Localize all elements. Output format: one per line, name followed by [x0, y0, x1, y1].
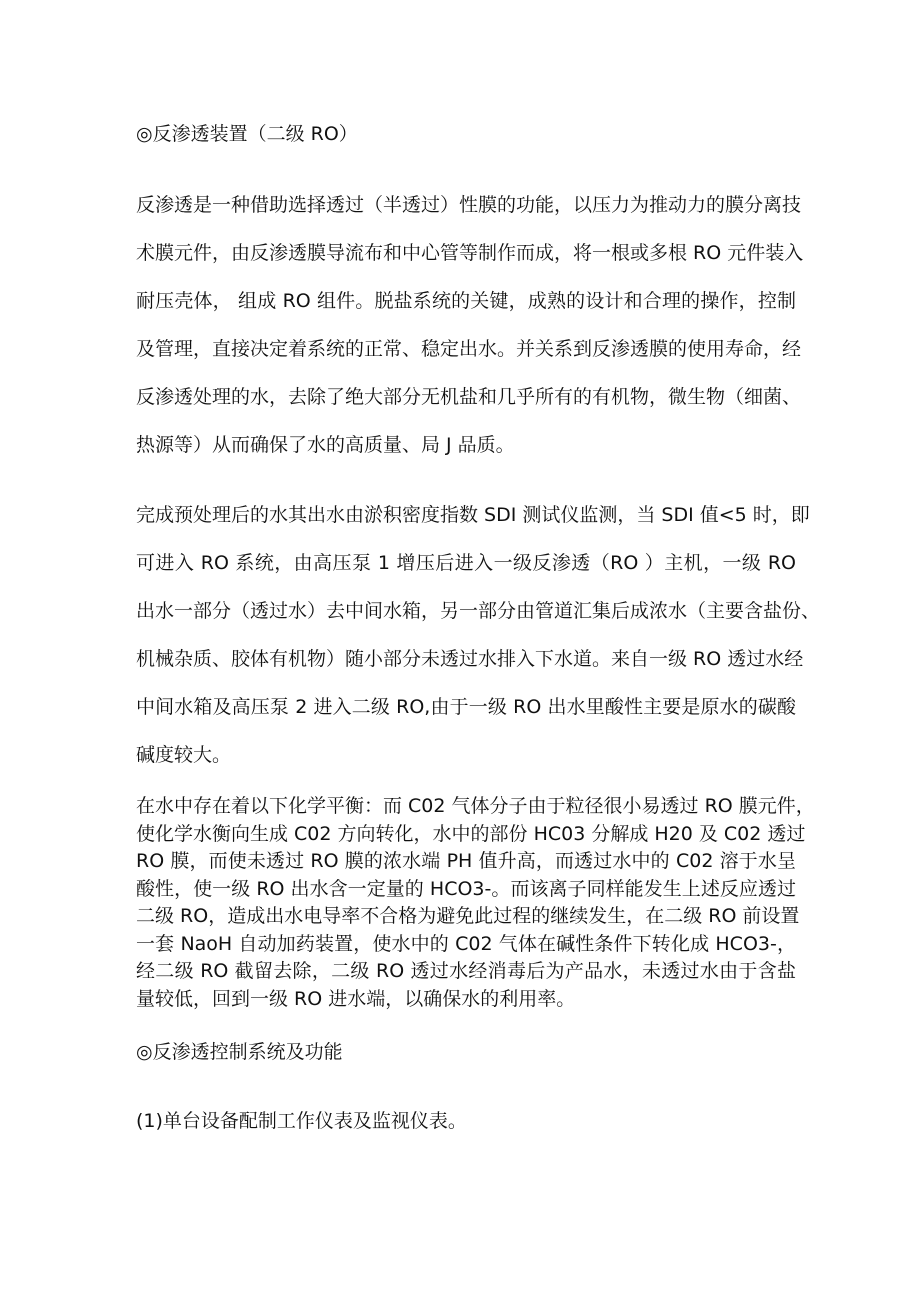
text-line: 热源等）从而确保了水的高质量、局 J 品质。	[136, 434, 515, 456]
text-line: 及管理，直接决定着系统的正常、稳定出水。并关系到反渗透膜的使用寿命，经	[136, 338, 802, 360]
text-line: 量较低，回到一级 RO 进水端，以确保水的利用率。	[136, 987, 576, 1010]
paragraph-process-flow	[136, 491, 821, 779]
text-line: 耐压壳体， 组成 RO 组件。脱盐系统的关键，成熟的设计和合理的操作，控制	[136, 290, 796, 312]
text-line: 反渗透处理的水，去除了绝大部分无机盐和几乎所有的有机物，微生物（细菌、	[136, 386, 802, 408]
text-line: 使化学水衡向生成 C02 方向转化，水中的部份 HC03 分解成 H20 及 C02 透过	[136, 822, 806, 845]
text-line: 酸性，使一级 RO 出水含一定量的 HCO3-。而该离子同样能发生上述反应透过	[136, 877, 796, 900]
text-line: 出水一部分（透过水）去中间水箱，另一部分由管道汇集后成浓水（主要含盐份、	[136, 600, 821, 622]
text-line: 二级 RO，造成出水电导率不合格为避免此过程的继续发生，在二级 RO 前设置	[136, 905, 800, 927]
list-item-1: (1)单台设备配制工作仪表及监视仪表。	[136, 1110, 467, 1132]
text-line: 术膜元件，由反渗透膜导流布和中心管等制作而成，将一根或多根 RO 元件装入	[136, 242, 804, 264]
text-line: 反渗透是一种借助选择透过（半透过）性膜的功能，以压力为推动力的膜分离技	[136, 194, 802, 216]
paragraph-ro-principle	[136, 181, 804, 469]
paragraph-chemical-balance	[136, 793, 815, 1013]
text-line: 碱度较大。	[136, 744, 232, 766]
text-line: 一套 NaoH 自动加药装置，使水中的 C02 气体在碱性条件下转化成 HCO3-，	[136, 932, 796, 955]
text-line: 完成预处理后的水其出水由淤积密度指数 SDI 测试仪监测，当 SDI 值<5 时，即	[136, 504, 810, 526]
text-line: 中间水箱及高压泵 2 进入二级 RO,由于一级 RO 出水里酸性主要是原水的碳酸	[136, 696, 796, 718]
text-line: 机械杂质、胶体有机物）随小部分未透过水排入下水道。来自一级 RO 透过水经	[136, 648, 804, 670]
text-line: 在水中存在着以下化学平衡：而 C02 气体分子由于粒径很小易透过 RO 膜元件，	[136, 795, 815, 817]
section-heading-ro-device: ◎反渗透装置（二级 RO）	[136, 123, 358, 145]
text-line: RO 膜，而使未透过 RO 膜的浓水端 PH 值升高，而透过水中的 C02 溶于水呈	[136, 850, 796, 872]
text-line: 可进入 RO 系统，由高压泵 1 增压后进入一级反渗透（RO ）主机，一级 RO	[136, 552, 796, 574]
text-line: 经二级 RO 截留去除，二级 RO 透过水经消毒后为产品水，未透过水由于含盐	[136, 960, 796, 982]
section-heading-control-system: ◎反渗透控制系统及功能	[136, 1041, 343, 1063]
